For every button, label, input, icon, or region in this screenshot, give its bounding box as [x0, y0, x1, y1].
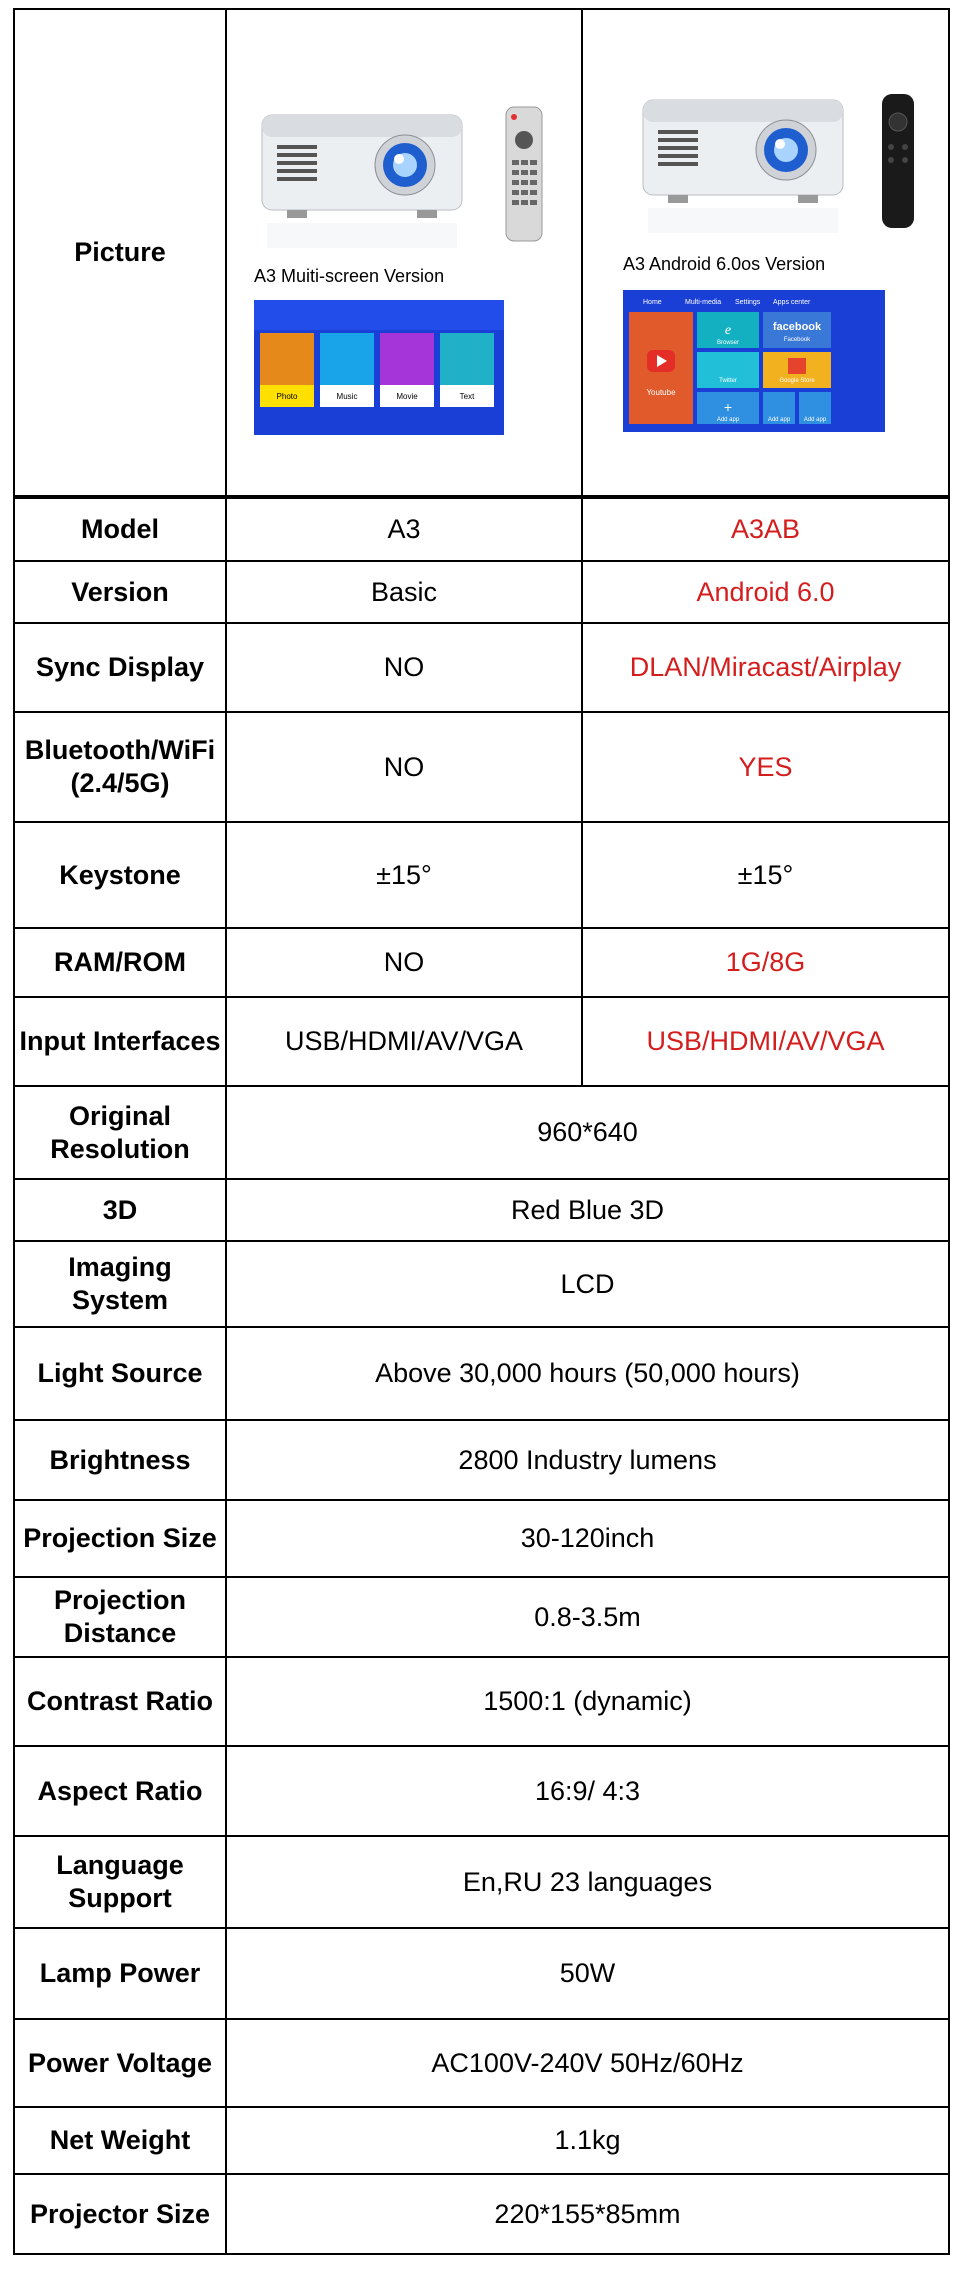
spec-row-ram-rom — [14, 928, 949, 997]
shared-value: 1500:1 (dynamic) — [226, 1657, 949, 1746]
spec-row-bluetooth-wifi — [14, 712, 949, 822]
spec-row-model — [14, 497, 949, 561]
a3ab-android-screen — [623, 290, 885, 432]
row-label: Lamp Power — [14, 1928, 226, 2019]
svg-text:Twitter: Twitter — [719, 378, 737, 384]
svg-text:Browser: Browser — [716, 340, 740, 346]
spec-comparison-table — [13, 8, 950, 2255]
a3ab-value: 1G/8G — [582, 928, 949, 997]
a3-menu-text: Text — [459, 392, 475, 401]
svg-text:+: + — [723, 399, 733, 415]
row-label: Imaging System — [14, 1241, 226, 1327]
a3ab-projector-image — [633, 90, 863, 240]
spec-row-contrast-ratio — [14, 1657, 949, 1746]
spec-row-brightness — [14, 1420, 949, 1500]
row-label: Projection Distance — [14, 1577, 226, 1657]
spec-row-lamp-power — [14, 1928, 949, 2019]
shared-value: 960*640 — [226, 1086, 949, 1179]
shared-value: En,RU 23 languages — [226, 1836, 949, 1928]
spec-row-sync-display — [14, 623, 949, 712]
shared-value: 0.8-3.5m — [226, 1577, 949, 1657]
row-label-picture: Picture — [14, 9, 226, 497]
a3-projector-image — [247, 105, 517, 255]
row-label: Version — [14, 561, 226, 623]
row-label: Power Voltage — [14, 2019, 226, 2107]
row-label: Aspect Ratio — [14, 1746, 226, 1836]
a3-value: NO — [226, 712, 582, 822]
spec-row-light-source — [14, 1327, 949, 1420]
a3ab-value: USB/HDMI/AV/VGA — [582, 997, 949, 1086]
shared-value: 220*155*85mm — [226, 2174, 949, 2254]
a3ab-value: YES — [582, 712, 949, 822]
svg-text:Add app: Add app — [803, 417, 827, 423]
a3ab-remote-image — [878, 92, 918, 232]
row-label: RAM/ROM — [14, 928, 226, 997]
row-label: Model — [14, 497, 226, 561]
shared-value: Above 30,000 hours (50,000 hours) — [226, 1327, 949, 1420]
spec-row-projection-size — [14, 1500, 949, 1577]
row-label: Net Weight — [14, 2107, 226, 2174]
row-label: 3D — [14, 1179, 226, 1241]
spec-row-power-voltage — [14, 2019, 949, 2107]
a3-picture-cell — [226, 9, 582, 497]
row-label: Projector Size — [14, 2174, 226, 2254]
a3-value: Basic — [226, 561, 582, 623]
spec-row-input-interfaces — [14, 997, 949, 1086]
spec-row-3d — [14, 1179, 949, 1241]
a3-remote-image — [502, 105, 546, 245]
row-label: Projection Size — [14, 1500, 226, 1577]
spec-row-original-resolution — [14, 1086, 949, 1179]
svg-text:facebook: facebook — [772, 321, 822, 333]
svg-text:e: e — [724, 323, 732, 338]
shared-value: 2800 Industry lumens — [226, 1420, 949, 1500]
svg-text:Apps center: Apps center — [773, 299, 811, 306]
a3-menu-screen — [254, 300, 504, 435]
svg-text:Add app: Add app — [716, 417, 740, 423]
shared-value: Red Blue 3D — [226, 1179, 949, 1241]
a3-menu-photo: Photo — [276, 392, 298, 401]
row-label: Language Support — [14, 1836, 226, 1928]
svg-text:Settings: Settings — [735, 299, 761, 306]
a3ab-value: Android 6.0 — [582, 561, 949, 623]
a3-value: ±15° — [226, 822, 582, 928]
a3ab-value: DLAN/Miracast/Airplay — [582, 623, 949, 712]
spec-row-net-weight — [14, 2107, 949, 2174]
picture-row — [14, 9, 949, 497]
svg-text:Add app: Add app — [767, 417, 791, 423]
a3ab-picture-cell — [582, 9, 949, 497]
svg-text:Home: Home — [643, 299, 662, 306]
spec-row-language-support — [14, 1836, 949, 1928]
row-label: Keystone — [14, 822, 226, 928]
spec-row-imaging-system — [14, 1241, 949, 1327]
a3ab-caption: A3 Android 6.0os Version — [623, 254, 826, 274]
a3-value: USB/HDMI/AV/VGA — [226, 997, 582, 1086]
shared-value: AC100V-240V 50Hz/60Hz — [226, 2019, 949, 2107]
shared-value: 30-120inch — [226, 1500, 949, 1577]
row-label: Bluetooth/WiFi (2.4/5G) — [14, 712, 226, 822]
row-label: Original Resolution — [14, 1086, 226, 1179]
svg-text:Google Store: Google Store — [779, 378, 815, 384]
spec-row-projection-distance — [14, 1577, 949, 1657]
a3-value: NO — [226, 623, 582, 712]
spec-row-projector-size — [14, 2174, 949, 2254]
a3ab-value: ±15° — [582, 822, 949, 928]
row-label: Contrast Ratio — [14, 1657, 226, 1746]
svg-text:Multi-media: Multi-media — [685, 299, 722, 306]
spec-row-version — [14, 561, 949, 623]
a3-value: NO — [226, 928, 582, 997]
svg-text:Youtube: Youtube — [646, 388, 676, 397]
shared-value: 16:9/ 4:3 — [226, 1746, 949, 1836]
a3-menu-music: Music — [336, 392, 358, 401]
a3-caption: A3 Muiti-screen Version — [254, 266, 445, 286]
svg-text:Facebook: Facebook — [783, 337, 811, 343]
shared-value: 1.1kg — [226, 2107, 949, 2174]
row-label: Brightness — [14, 1420, 226, 1500]
spec-row-keystone — [14, 822, 949, 928]
row-label: Input Interfaces — [14, 997, 226, 1086]
a3ab-value: A3AB — [582, 497, 949, 561]
shared-value: 50W — [226, 1928, 949, 2019]
a3-menu-movie: Movie — [396, 392, 418, 401]
spec-row-aspect-ratio — [14, 1746, 949, 1836]
shared-value: LCD — [226, 1241, 949, 1327]
row-label: Light Source — [14, 1327, 226, 1420]
row-label: Sync Display — [14, 623, 226, 712]
a3-value: A3 — [226, 497, 582, 561]
